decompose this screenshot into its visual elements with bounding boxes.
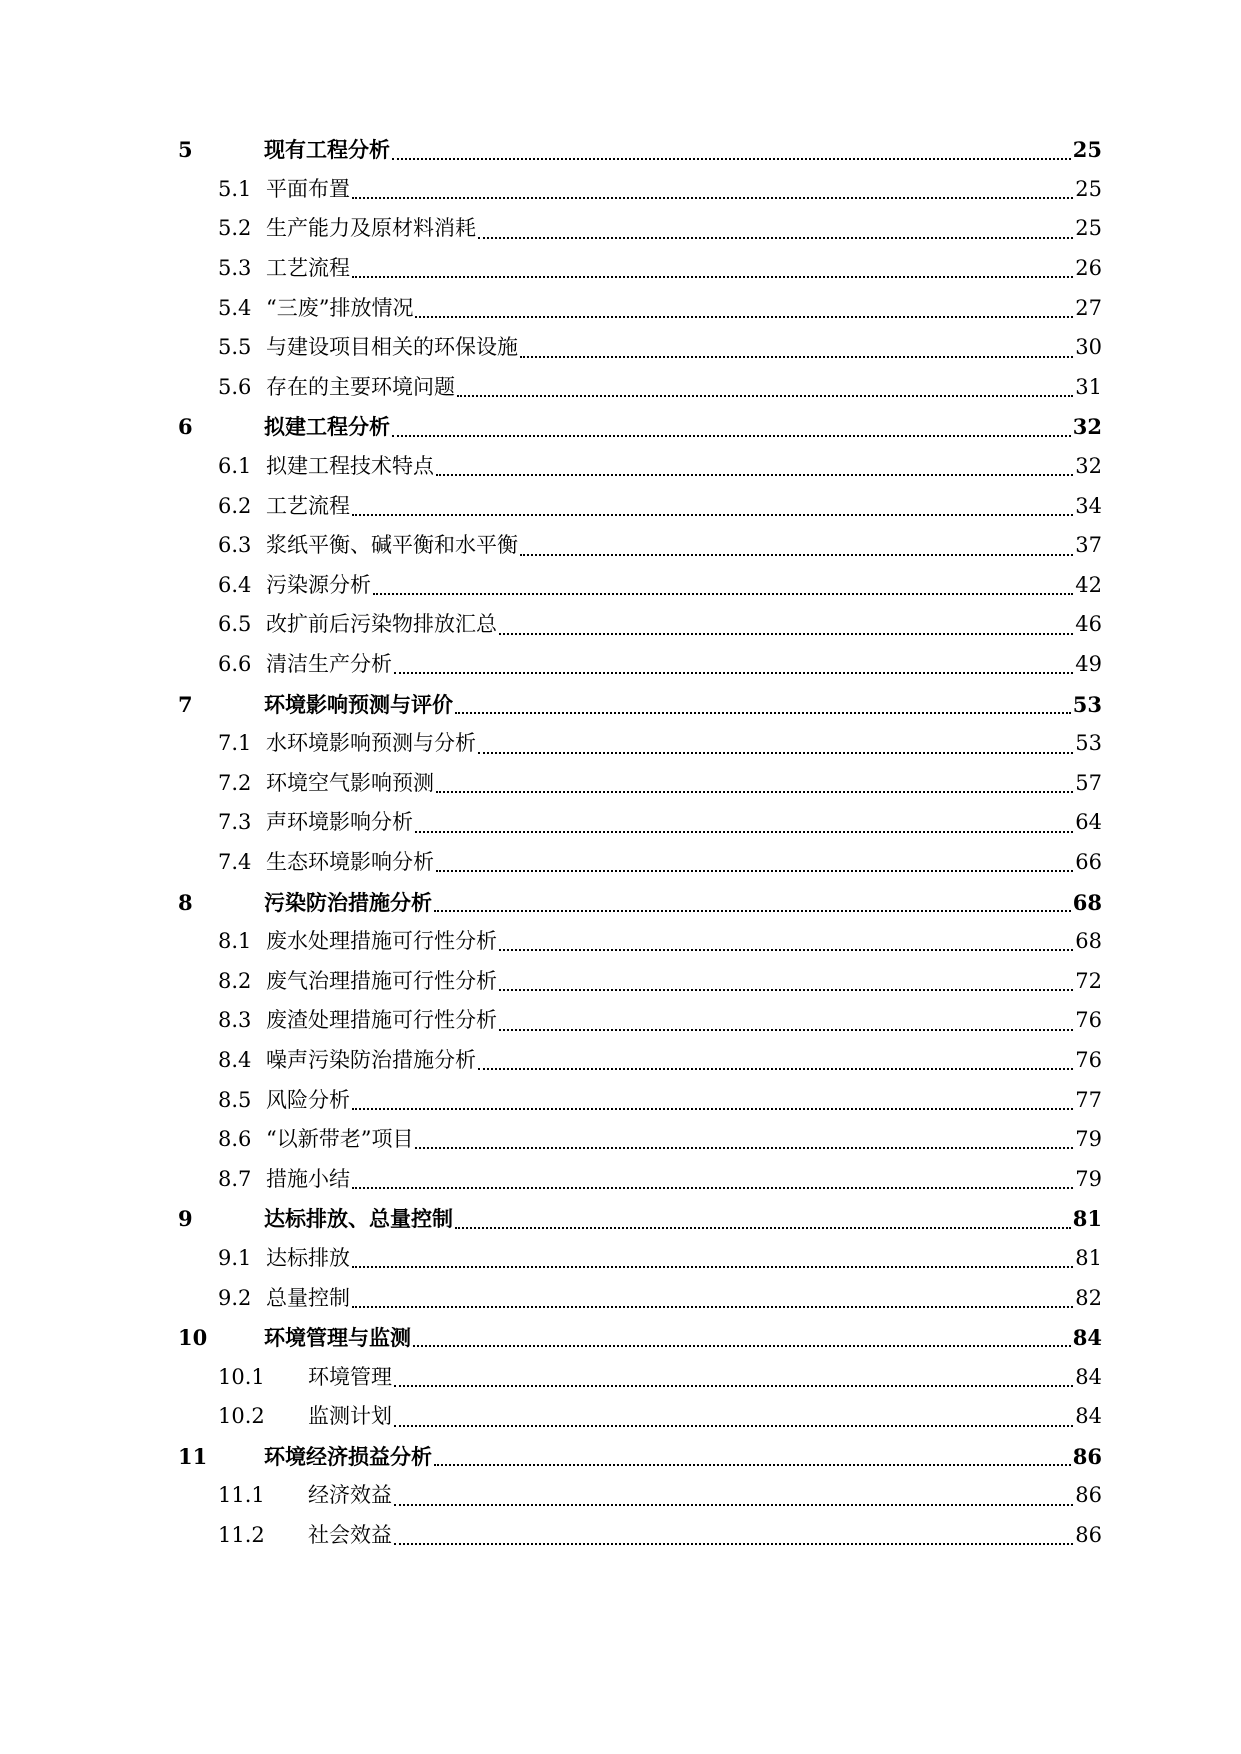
toc-entry-title: 存在的主要环境问题 [266,374,455,399]
toc-entry-title: 工艺流程 [266,256,350,281]
toc-entry-page: 86 [1072,1443,1102,1469]
toc-entry-number: 11.2 [218,1523,265,1548]
toc-entry-page: 84 [1075,1404,1102,1429]
toc-entry-number: 6 [178,414,193,440]
toc-entry[interactable] [178,130,1102,170]
dot-leader [392,158,1071,160]
dot-leader [457,395,1073,397]
toc-entry[interactable] [178,1516,1102,1556]
toc-entry-number: 8.1 [218,929,252,954]
toc-entry[interactable] [178,843,1102,883]
toc-entry-title: 经济效益 [308,1483,392,1508]
dot-leader [413,1345,1071,1347]
dot-leader [499,949,1073,951]
toc-entry-title: 风险分析 [266,1087,350,1112]
dot-leader [352,1266,1073,1268]
dot-leader [394,1504,1073,1506]
toc-entry-page: 49 [1075,652,1102,677]
dot-leader [415,831,1073,833]
toc-entry-page: 79 [1075,1166,1102,1191]
dot-leader [352,514,1073,516]
toc-entry-title: 现有工程分析 [264,137,390,163]
dot-leader [455,1227,1071,1229]
toc-entry-title: 环境空气影响预测 [266,770,434,795]
toc-entry-page: 86 [1075,1523,1102,1548]
toc-entry[interactable] [178,764,1102,804]
toc-entry-title: 污染源分析 [266,572,371,597]
toc-entry[interactable] [178,209,1102,249]
toc-entry[interactable] [178,526,1102,566]
toc-entry[interactable] [178,1437,1102,1477]
dot-leader [478,752,1073,754]
toc-entry-title: 清洁生产分析 [266,652,392,677]
toc-entry-number: 6.2 [218,493,252,518]
toc-entry-number: 7.4 [218,849,252,874]
toc-entry[interactable] [178,882,1102,922]
toc-entry-title: 拟建工程分析 [264,414,390,440]
dot-leader [352,1306,1073,1308]
toc-entry-number: 6.5 [218,612,252,637]
toc-entry-title: 废气治理措施可行性分析 [266,968,497,993]
dot-leader [436,474,1073,476]
toc-entry-page: 79 [1075,1127,1102,1152]
toc-entry-number: 6.6 [218,652,252,677]
toc-entry-page: 76 [1075,1008,1102,1033]
toc-entry[interactable] [178,961,1102,1001]
toc-entry-number: 6.1 [218,454,252,479]
toc-entry-title: 监测计划 [308,1404,392,1429]
toc-entry-number: 8.3 [218,1008,252,1033]
toc-entry-title: 废水处理措施可行性分析 [266,929,497,954]
toc-entry[interactable] [178,605,1102,645]
toc-entry[interactable] [178,249,1102,289]
toc-entry-number: 10.1 [218,1364,265,1389]
toc-entry-number: 10.2 [218,1404,265,1429]
toc-entry-page: 37 [1075,533,1102,558]
toc-entry-title: 声环境影响分析 [266,810,413,835]
dot-leader [394,1385,1073,1387]
toc-entry[interactable] [178,1357,1102,1397]
toc-entry-number: 7.2 [218,770,252,795]
toc-entry[interactable] [178,368,1102,408]
dot-leader [455,712,1071,714]
toc-entry-page: 25 [1072,137,1102,163]
toc-entry-number: 7.3 [218,810,252,835]
dot-leader [436,870,1073,872]
toc-entry-page: 25 [1075,216,1102,241]
toc-entry-number: 9.2 [218,1285,252,1310]
toc-entry-page: 77 [1075,1087,1102,1112]
table-of-contents [178,130,1102,1555]
toc-entry-page: 81 [1072,1206,1102,1232]
dot-leader [352,1108,1073,1110]
toc-entry-page: 25 [1075,176,1102,201]
toc-entry-number: 8.5 [218,1087,252,1112]
toc-entry-number: 5.6 [218,374,252,399]
toc-entry-title: 环境管理与监测 [264,1325,411,1351]
toc-entry-title: 达标排放 [266,1245,350,1270]
toc-entry-page: 68 [1072,889,1102,915]
toc-entry-number: 5.4 [218,295,252,320]
toc-entry-title: 环境经济损益分析 [264,1443,432,1469]
toc-entry-number: 5.5 [218,335,252,360]
dot-leader [520,356,1073,358]
toc-entry-number: 9 [178,1206,193,1232]
toc-entry-title: 生态环境影响分析 [266,849,434,874]
toc-entry-page: 84 [1072,1325,1102,1351]
toc-entry[interactable] [178,724,1102,764]
dot-leader [434,1464,1071,1466]
toc-entry-title: 拟建工程技术特点 [266,454,434,479]
toc-entry[interactable] [178,1476,1102,1516]
toc-entry-page: 84 [1075,1364,1102,1389]
toc-entry-page: 34 [1075,493,1102,518]
toc-entry[interactable] [178,1397,1102,1437]
toc-entry-title: “三废”排放情况 [266,295,414,320]
toc-entry-page: 53 [1075,731,1102,756]
toc-entry[interactable] [178,1318,1102,1358]
toc-entry-title: 社会效益 [308,1523,392,1548]
dot-leader [499,633,1073,635]
toc-entry-page: 57 [1075,770,1102,795]
toc-entry-page: 72 [1075,968,1102,993]
toc-entry-page: 68 [1075,929,1102,954]
toc-entry[interactable] [178,170,1102,210]
dot-leader [394,1425,1073,1427]
toc-entry-title: 水环境影响预测与分析 [266,731,476,756]
toc-entry[interactable] [178,1239,1102,1279]
toc-entry-page: 81 [1075,1245,1102,1270]
toc-entry-page: 31 [1075,374,1102,399]
toc-entry-title: 生产能力及原材料消耗 [266,216,476,241]
toc-entry-title: 平面布置 [266,176,350,201]
toc-entry-number: 8.4 [218,1047,252,1072]
toc-entry-page: 32 [1075,454,1102,479]
dot-leader [499,1029,1073,1031]
toc-entry[interactable] [178,566,1102,606]
toc-entry-page: 76 [1075,1047,1102,1072]
toc-entry-number: 8.7 [218,1166,252,1191]
toc-entry-number: 6.3 [218,533,252,558]
dot-leader [394,672,1073,674]
toc-entry-page: 64 [1075,810,1102,835]
toc-entry-number: 10 [178,1325,208,1351]
toc-entry-title: 达标排放、总量控制 [264,1206,453,1232]
dot-leader [499,989,1073,991]
dot-leader [394,1543,1073,1545]
toc-entry-title: 噪声污染防治措施分析 [266,1047,476,1072]
dot-leader [352,1187,1073,1189]
dot-leader [352,276,1073,278]
toc-entry[interactable] [178,328,1102,368]
dot-leader [415,1147,1073,1149]
toc-entry-title: 废渣处理措施可行性分析 [266,1008,497,1033]
toc-entry-number: 5.2 [218,216,252,241]
toc-entry-page: 66 [1075,849,1102,874]
toc-entry-title: 环境影响预测与评价 [264,691,453,717]
toc-entry[interactable] [178,803,1102,843]
toc-entry[interactable] [178,407,1102,447]
dot-leader [478,1068,1073,1070]
toc-entry[interactable] [178,1159,1102,1199]
toc-entry-number: 8.6 [218,1127,252,1152]
toc-entry-number: 6.4 [218,572,252,597]
toc-entry-page: 26 [1075,256,1102,281]
toc-entry-title: 措施小结 [266,1166,350,1191]
dot-leader [415,316,1073,318]
dot-leader [392,435,1071,437]
toc-entry-number: 5 [178,137,193,163]
toc-entry-number: 8.2 [218,968,252,993]
toc-entry-title: “以新带老”项目 [266,1127,414,1152]
toc-entry-number: 9.1 [218,1245,252,1270]
toc-entry-title: 环境管理 [308,1364,392,1389]
toc-entry[interactable] [178,486,1102,526]
toc-entry-number: 5.3 [218,256,252,281]
toc-entry[interactable] [178,1041,1102,1081]
dot-leader [436,791,1073,793]
dot-leader [352,197,1073,199]
toc-entry-number: 5.1 [218,176,252,201]
toc-entry[interactable] [178,1001,1102,1041]
toc-entry-page: 27 [1075,295,1102,320]
toc-entry-page: 32 [1072,414,1102,440]
toc-entry[interactable] [178,684,1102,724]
toc-entry-page: 46 [1075,612,1102,637]
toc-entry-page: 86 [1075,1483,1102,1508]
toc-entry-number: 11 [178,1443,208,1469]
toc-entry-page: 82 [1075,1285,1102,1310]
toc-entry[interactable] [178,922,1102,962]
dot-leader [520,554,1073,556]
toc-entry-page: 30 [1075,335,1102,360]
toc-entry-number: 7.1 [218,731,252,756]
toc-entry-title: 污染防治措施分析 [264,889,432,915]
toc-entry-page: 53 [1072,691,1102,717]
toc-entry-title: 与建设项目相关的环保设施 [266,335,518,360]
toc-entry[interactable] [178,288,1102,328]
toc-entry[interactable] [178,447,1102,487]
dot-leader [434,910,1071,912]
toc-entry[interactable] [178,1199,1102,1239]
toc-entry-number: 7 [178,691,193,717]
dot-leader [373,593,1073,595]
toc-entry-number: 11.1 [218,1483,265,1508]
toc-entry-title: 工艺流程 [266,493,350,518]
toc-entry-title: 总量控制 [266,1285,350,1310]
toc-entry-title: 改扩前后污染物排放汇总 [266,612,497,637]
toc-entry[interactable] [178,1120,1102,1160]
toc-entry[interactable] [178,1080,1102,1120]
dot-leader [478,237,1073,239]
toc-entry-title: 浆纸平衡、碱平衡和水平衡 [266,533,518,558]
toc-entry-page: 42 [1075,572,1102,597]
toc-entry-number: 8 [178,889,193,915]
toc-entry[interactable] [178,645,1102,685]
toc-entry[interactable] [178,1278,1102,1318]
